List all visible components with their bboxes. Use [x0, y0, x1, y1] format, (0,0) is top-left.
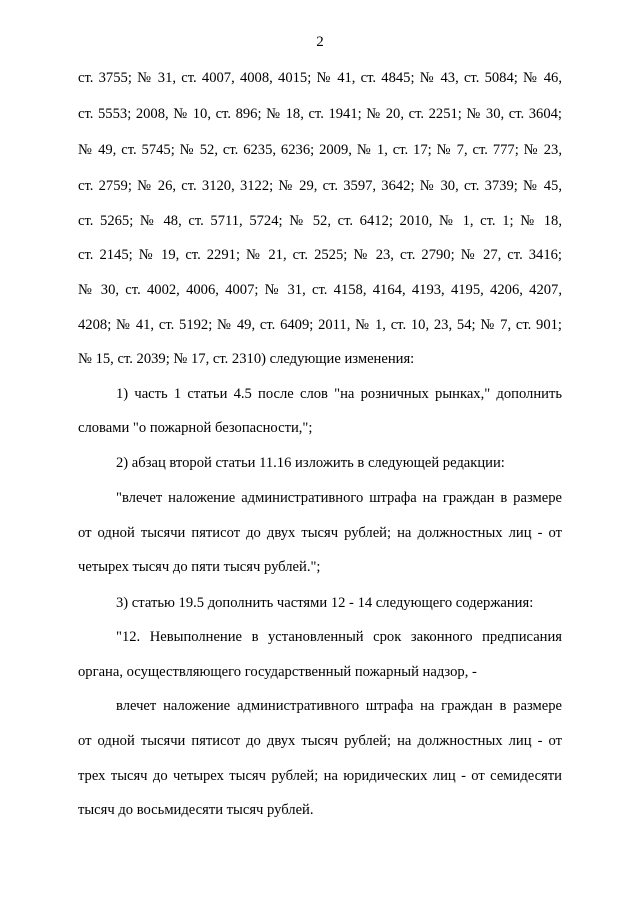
text-line: словами "о пожарной безопасности,";: [78, 420, 313, 436]
text-line: № 15, ст. 2039; № 17, ст. 2310) следующие изменения:: [78, 351, 415, 367]
text-line: 1) часть 1 статьи 4.5 после слов "на розничных рынках," дополнить: [116, 386, 562, 402]
text-line: № 49, ст. 5745; № 52, ст. 6235, 6236; 2009, № 1, ст. 17; № 7, ст. 777; № 23,: [78, 142, 562, 158]
text-line: влечет наложение административного штрафа на граждан в размере: [116, 698, 562, 714]
text-line: ст. 3755; № 31, ст. 4007, 4008, 4015; № 41, ст. 4845; № 43, ст. 5084; № 46,: [78, 70, 562, 86]
text-line: ст. 5265; № 48, ст. 5711, 5724; № 52, ст. 6412; 2010, № 1, ст. 1; № 18,: [78, 213, 562, 229]
text-line: 4208; № 41, ст. 5192; № 49, ст. 6409; 2011, № 1, ст. 10, 23, 54; № 7, ст. 901;: [78, 317, 562, 333]
text-line: 2) абзац второй статьи 11.16 изложить в следующей редакции:: [116, 455, 505, 471]
text-line: тысяч до восьмидесяти тысяч рублей.: [78, 802, 314, 818]
text-line: "12. Невыполнение в установленный срок законного предписания: [116, 629, 562, 645]
text-line: от одной тысячи пятисот до двух тысяч рублей; на должностных лиц - от: [78, 733, 562, 749]
text-line: "влечет наложение административного штрафа на граждан в размере: [116, 490, 562, 506]
text-line: ст. 2145; № 19, ст. 2291; № 21, ст. 2525; № 23, ст. 2790; № 27, ст. 3416;: [78, 247, 562, 263]
text-line: № 30, ст. 4002, 4006, 4007; № 31, ст. 4158, 4164, 4193, 4195, 4206, 4207,: [78, 282, 562, 298]
text-line: четырех тысяч до пяти тысяч рублей.";: [78, 559, 321, 575]
text-line: 3) статью 19.5 дополнить частями 12 - 14 следующего содержания:: [116, 595, 534, 611]
text-line: от одной тысячи пятисот до двух тысяч рублей; на должностных лиц - от: [78, 525, 562, 541]
text-line: ст. 2759; № 26, ст. 3120, 3122; № 29, ст. 3597, 3642; № 30, ст. 3739; № 45,: [78, 178, 562, 194]
text-line: ст. 5553; 2008, № 10, ст. 896; № 18, ст. 1941; № 20, ст. 2251; № 30, ст. 3604;: [78, 106, 562, 122]
page-number: 2: [316, 34, 324, 50]
text-line: трех тысяч до четырех тысяч рублей; на юридических лиц - от семидесяти: [78, 768, 562, 784]
text-line: органа, осуществляющего государственный пожарный надзор, -: [78, 664, 477, 680]
